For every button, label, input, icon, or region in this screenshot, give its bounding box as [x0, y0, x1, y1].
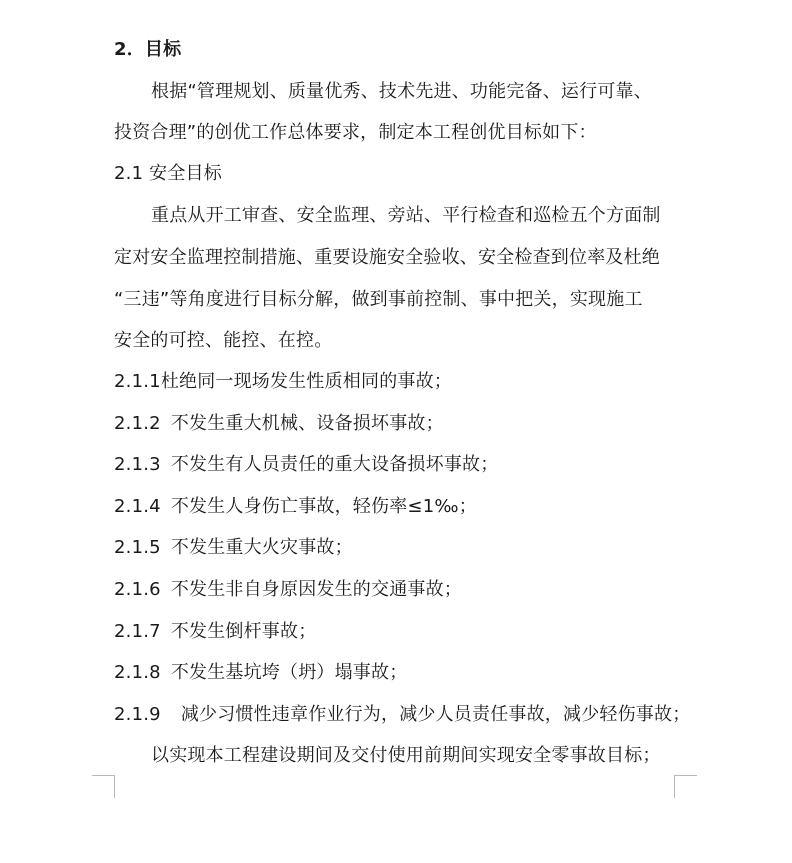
list-item-2-1-1 [114, 370, 452, 394]
list-item-number: 2.1.9 [114, 704, 161, 725]
safety-paragraph-line-3: “三违”等角度进行目标分解，做到事前控制、事中把关，实现施工 [114, 289, 643, 310]
list-item-text: 不发生重大火灾事故； [170, 537, 353, 558]
safety-paragraph-line-2: 定对安全监理控制措施、重要设施安全验收、安全检查到位率及杜绝 [114, 247, 660, 268]
list-item-text: 杜绝同一现场发生性质相同的事故； [160, 371, 453, 392]
list-item-text: 不发生倒杆事故； [170, 621, 317, 642]
list-item-text: 不发生有人员责任的重大设备损坏事故； [170, 454, 499, 475]
list-item-2-1-5 [114, 536, 353, 560]
list-item-number: 2.1.1 [114, 371, 161, 392]
intro-paragraph-line-2: 投资合理”的创优工作总体要求，制定本工程创优目标如下： [114, 122, 597, 143]
list-item-2-1-8 [114, 661, 407, 685]
list-item-number: 2.1.3 [114, 454, 161, 475]
list-item-2-1-3 [114, 453, 498, 477]
list-item-text: 不发生非自身原因发生的交通事故； [170, 579, 463, 600]
safety-paragraph-line-1: 重点从开工审查、安全监理、旁站、平行检查和巡检五个方面制 [151, 205, 661, 226]
margin-corner-mark-left [92, 775, 115, 798]
list-item-2-1-9 [114, 703, 690, 727]
list-item-text: 不发生基坑垮（坍）塌事故； [170, 662, 408, 683]
list-item-number: 2.1.5 [114, 537, 161, 558]
intro-paragraph-line-1: 根据“管理规划、质量优秀、技术先进、功能完备、运行可靠、 [151, 81, 652, 102]
list-item-number: 2.1.8 [114, 662, 161, 683]
list-item-2-1-2 [114, 412, 444, 436]
margin-corner-mark-right [674, 775, 697, 798]
list-item-text: 减少习惯性违章作业行为，减少人员责任事故，减少轻伤事故； [180, 704, 691, 725]
list-item-2-1-7 [114, 620, 316, 644]
section-heading: 2．目标 [114, 39, 182, 60]
list-item-number: 2.1.7 [114, 621, 161, 642]
closing-sentence: 以实现本工程建设期间及交付使用前期间实现安全零事故目标； [151, 745, 661, 766]
safety-goal-title: 2.1 安全目标 [114, 163, 222, 184]
list-item-number: 2.1.2 [114, 413, 161, 434]
list-item-number: 2.1.6 [114, 579, 161, 600]
list-item-text: 不发生人身伤亡事故，轻伤率≤1‰； [170, 496, 477, 517]
list-item-text: 不发生重大机械、设备损坏事故； [170, 413, 444, 434]
safety-paragraph-line-4: 安全的可控、能控、在控。 [114, 330, 333, 351]
list-item-number: 2.1.4 [114, 496, 161, 517]
list-item-2-1-6 [114, 578, 462, 602]
list-item-2-1-4 [114, 495, 477, 519]
